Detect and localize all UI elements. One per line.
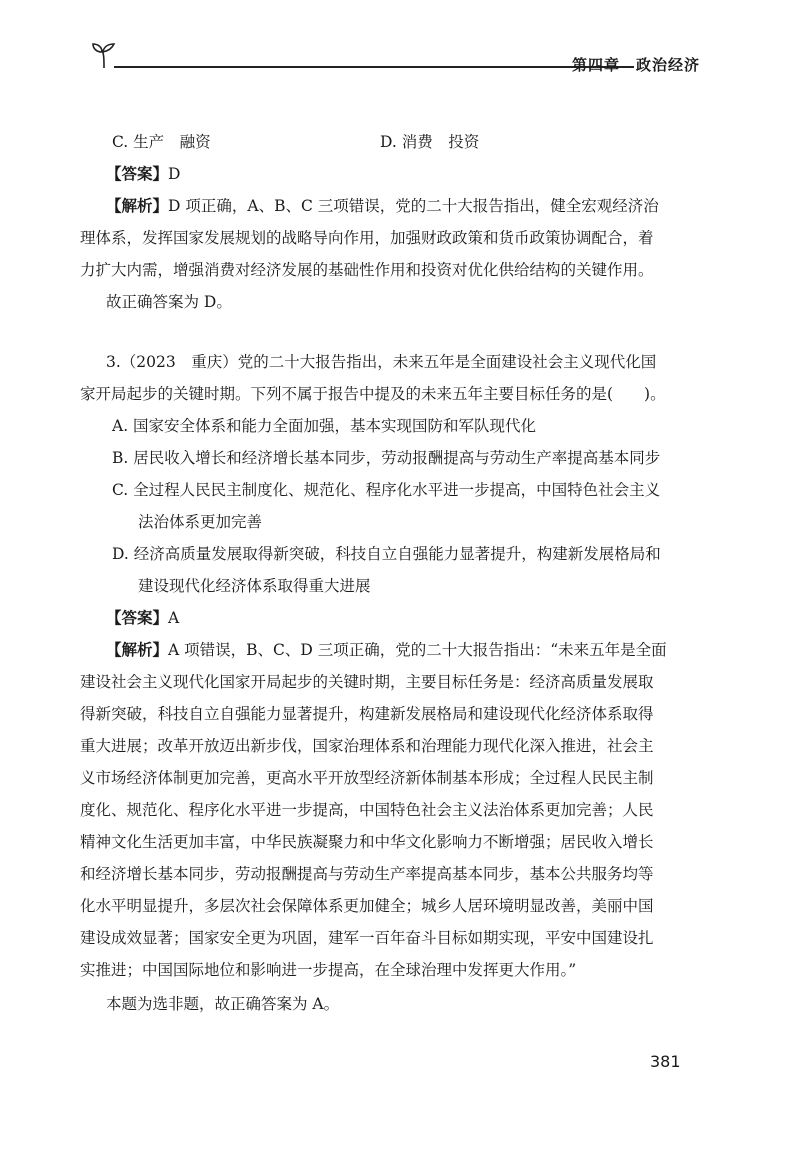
q3-option-d-line: D. 经济高质量发展取得新突破，科技自立自强能力显著提升，构建新发展格局和 — [112, 545, 661, 563]
q2-analysis-line: 力扩大内需，增强消费对经济发展的基础性作用和投资对优化供给结构的关键作用。 — [80, 261, 654, 279]
answer-value: D — [168, 165, 181, 183]
q2-conclusion: 故正确答案为 D。 — [106, 293, 232, 311]
q3-analysis-line: 建设社会主义现代化国家开局起步的关键时期，主要目标任务是：经济高质量发展取 — [80, 673, 654, 691]
q2-analysis-line: 理体系，发挥国家发展规划的战略导向作用，加强财政政策和货币政策协调配合，着 — [80, 229, 654, 247]
q3-option-a: A. 国家安全体系和能力全面加强，基本实现国防和军队现代化 — [112, 417, 537, 435]
q3-analysis-line: 重大进展；改革开放迈出新步伐，国家治理体系和治理能力现代化深入推进，社会主 — [80, 737, 654, 755]
q3-analysis-line: 义市场经济体制更加完善，更高水平开放型经济新体制基本形成；全过程人民民主制 — [80, 769, 654, 787]
page-number: 381 — [650, 1052, 681, 1071]
answer-value: A — [168, 609, 180, 627]
q3-stem-line: 家开局起步的关键时期。下列不属于报告中提及的未来五年主要目标任务的是( )。 — [80, 385, 666, 403]
answer-label: 【答案】 — [106, 164, 169, 183]
q2-option-d: D. 消费 投资 — [380, 133, 480, 151]
q3-stem-line: 3.（2023 重庆）党的二十大报告指出，未来五年是全面建设社会主义现代化国 — [106, 353, 657, 371]
chapter-title: 第四章 政治经济 — [571, 56, 700, 74]
q3-conclusion: 本题为选非题，故正确答案为 A。 — [106, 995, 340, 1013]
q3-analysis-line: 度化、规范化、程序化水平进一步提高，中国特色社会主义法治体系更加完善；人民 — [80, 801, 654, 819]
q3-option-d-line: 建设现代化经济体系取得重大进展 — [138, 577, 371, 595]
page-header — [90, 40, 700, 80]
q2-answer — [106, 164, 180, 184]
q3-answer — [106, 608, 179, 628]
analysis-label: 【解析】 — [106, 196, 169, 215]
q3-analysis-line: 建设成效显著；国家安全更为巩固，建军一百年奋斗目标如期实现，平安中国建设扎 — [80, 929, 654, 947]
analysis-text: A 项错误，B、C、D 三项正确，党的二十大报告指出：“未来五年是全面 — [168, 641, 667, 659]
analysis-text: D 项正确，A、B、C 三项错误，党的二十大报告指出，健全宏观经济治 — [168, 197, 659, 215]
q3-analysis-line: 化水平明显提升，多层次社会保障体系更加健全；城乡人居环境明显改善，美丽中国 — [80, 897, 654, 915]
q3-option-c-line: C. 全过程人民民主制度化、规范化、程序化水平进一步提高，中国特色社会主义 — [112, 481, 661, 499]
q3-analysis-line: 实推进；中国国际地位和影响进一步提高，在全球治理中发挥更大作用。” — [80, 961, 577, 979]
q3-analysis-line: 精神文化生活更加丰富，中华民族凝聚力和中华文化影响力不断增强；居民收入增长 — [80, 833, 654, 851]
analysis-label: 【解析】 — [106, 640, 169, 659]
q3-option-b: B. 居民收入增长和经济增长基本同步，劳动报酬提高与劳动生产率提高基本同步 — [112, 449, 661, 467]
q3-analysis-line — [106, 640, 667, 660]
q3-analysis-line: 得新突破，科技自立自强能力显著提升，构建新发展格局和建设现代化经济体系取得 — [80, 705, 654, 723]
header-rule — [114, 66, 634, 68]
q3-analysis-line: 和经济增长基本同步，劳动报酬提高与劳动生产率提高基本同步，基本公共服务均等 — [80, 865, 654, 883]
answer-label: 【答案】 — [106, 608, 169, 627]
q2-option-c: C. 生产 融资 — [112, 133, 211, 151]
q3-option-c-line: 法治体系更加完善 — [138, 513, 263, 531]
q2-analysis-line — [106, 196, 659, 216]
